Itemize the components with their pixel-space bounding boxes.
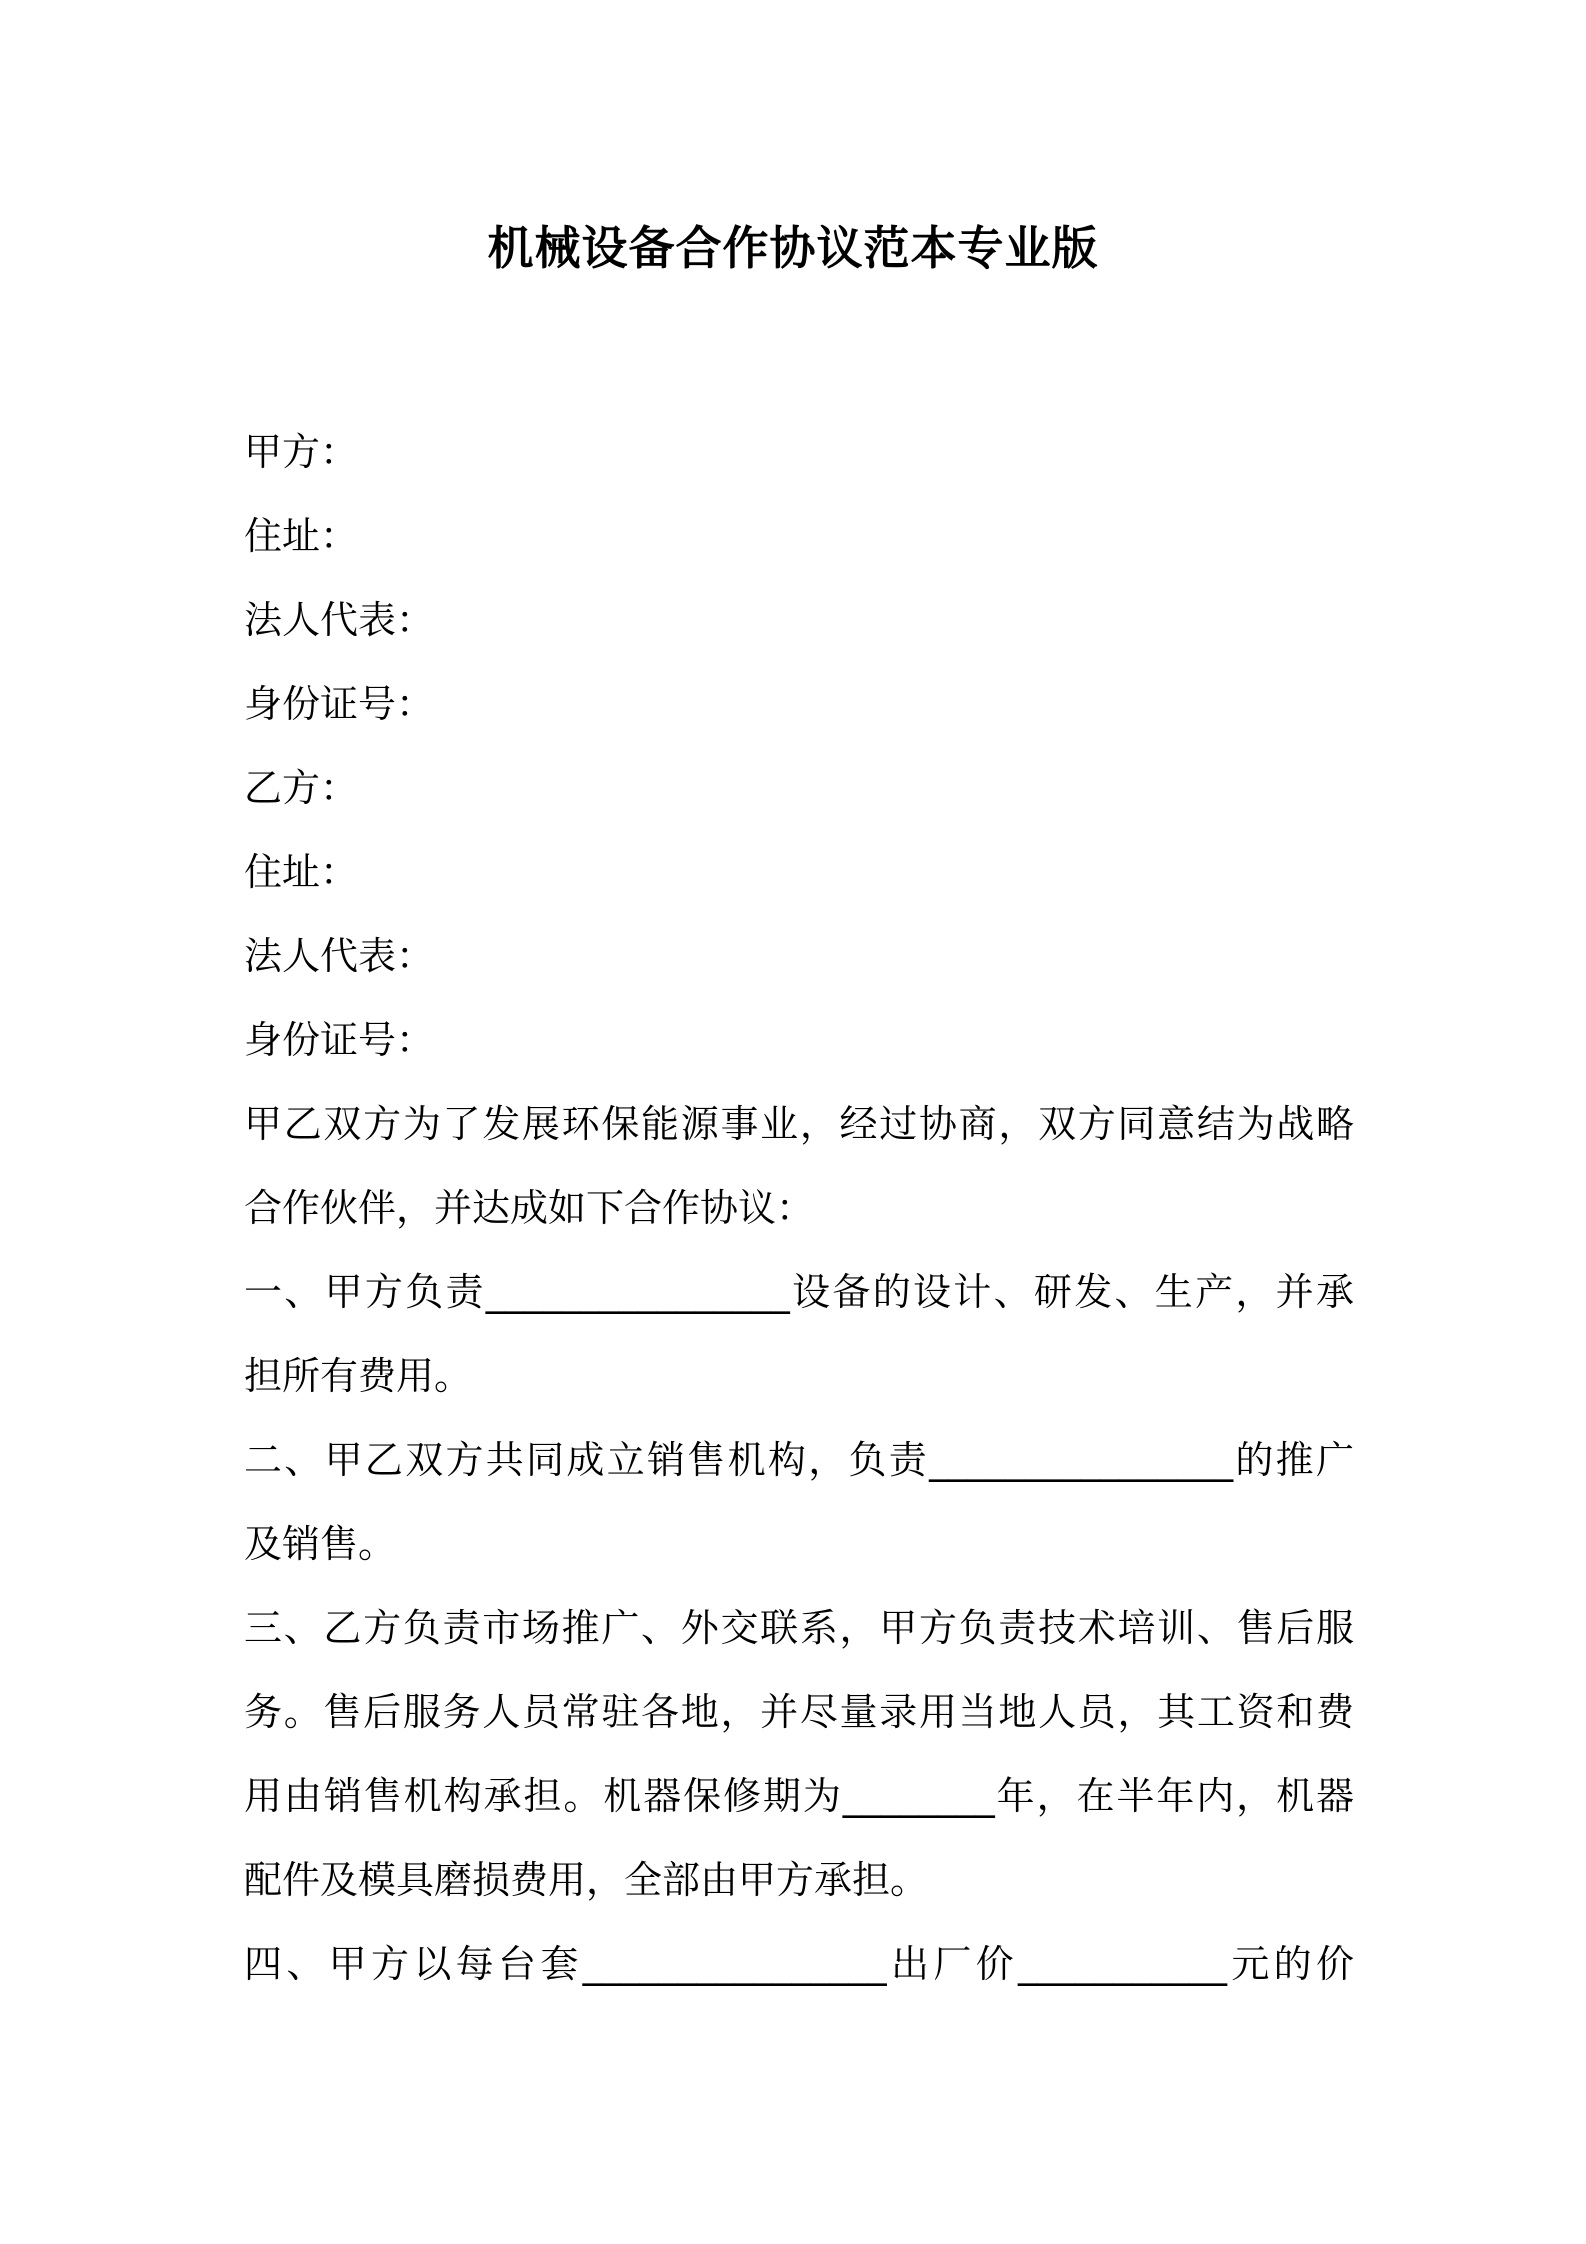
party-b-legal-rep: 法人代表： (244, 934, 435, 978)
intro-line: 甲乙双方为了发展环保能源事业，经过协商，双方同意结为战略 (244, 1102, 1354, 1146)
document-title: 机械设备合作协议范本专业版 (487, 221, 1099, 275)
clause-1-line: 担所有费用。 (244, 1354, 473, 1398)
party-b-label: 乙方： (244, 766, 359, 810)
clause-2-line: 及销售。 (244, 1522, 397, 1566)
intro-line: 合作伙伴，并达成如下合作协议： (244, 1186, 815, 1230)
clause-2-line: 二、甲乙双方共同成立销售机构，负责________________的推广 (244, 1438, 1354, 1482)
clause-3-line: 用由销售机构承担。机器保修期为________年，在半年内，机器 (244, 1774, 1354, 1818)
clause-1-line: 一、甲方负责________________设备的设计、研发、生产，并承 (244, 1270, 1354, 1314)
party-a-address: 住址： (244, 514, 359, 558)
party-b-id-number: 身份证号： (244, 1018, 435, 1062)
clause-4-line: 四、甲方以每台套________________出厂价___________元的价 (244, 1942, 1354, 1986)
party-b-address: 住址： (244, 850, 359, 894)
party-a-id-number: 身份证号： (244, 682, 435, 726)
clause-3-line: 配件及模具磨损费用，全部由甲方承担。 (244, 1858, 929, 1902)
document-body (244, 410, 1354, 2006)
clause-3-line: 三、乙方负责市场推广、外交联系，甲方负责技术培训、售后服 (244, 1606, 1354, 1650)
party-a-legal-rep: 法人代表： (244, 598, 435, 642)
party-a-label: 甲方： (244, 430, 359, 474)
clause-3-line: 务。售后服务人员常驻各地，并尽量录用当地人员，其工资和费 (244, 1690, 1354, 1734)
